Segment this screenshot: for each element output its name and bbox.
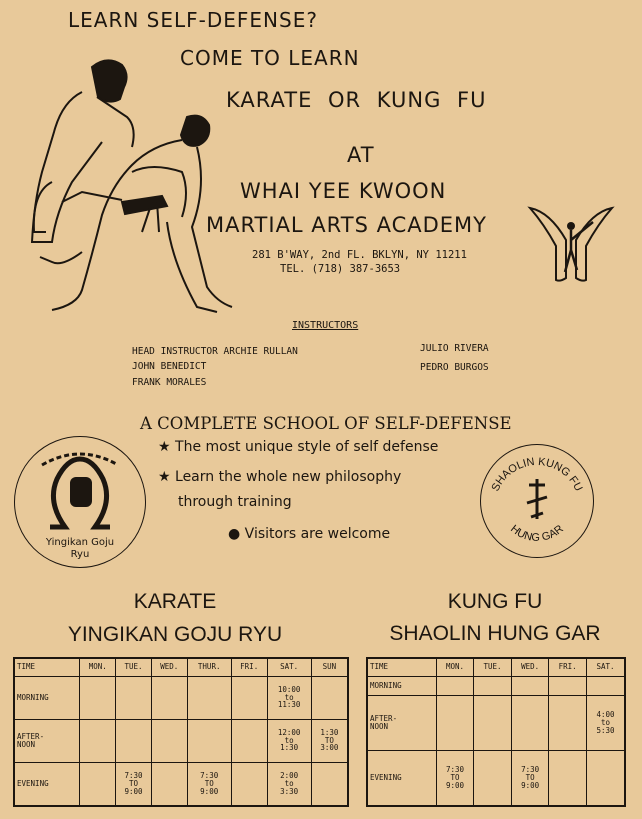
ring-top-text: SHAOLIN KUNG FU — [489, 455, 585, 494]
instructor-head: HEAD INSTRUCTOR ARCHIE RULLAN — [132, 346, 298, 357]
visitors-text: Visitors are welcome — [244, 526, 391, 542]
karate-cell — [187, 719, 231, 762]
karate-row-label: EVENING — [14, 762, 80, 806]
kungfu-header-mon: MON. — [436, 658, 474, 676]
karate-row-1 — [14, 719, 348, 762]
kungfu-cell — [474, 696, 512, 751]
karate-cell — [311, 676, 348, 719]
karate-cell: 12:00 to 1:30 — [267, 719, 311, 762]
karate-row-label: AFTER- NOON — [14, 719, 80, 762]
kungfu-header-time: TIME — [367, 658, 436, 676]
karate-cell — [151, 719, 187, 762]
kungfu-subtitle: SHAOLIN HUNG GAR — [389, 622, 601, 645]
karate-cell — [80, 719, 116, 762]
karate-header-row — [14, 658, 348, 676]
kungfu-cell: 4:00 to 5:30 — [586, 696, 625, 751]
headline-come-to-learn: COME TO LEARN — [180, 46, 360, 70]
headline-at: AT — [347, 143, 375, 167]
goju-caption-2: Ryu — [70, 549, 90, 560]
kungfu-cell — [511, 676, 549, 696]
karate-cell — [187, 676, 231, 719]
kungfu-cell: 7:30 TO 9:00 — [436, 750, 474, 806]
kungfu-row-0 — [367, 676, 625, 696]
karate-header-time: TIME — [14, 658, 80, 676]
kungfu-cell — [436, 696, 474, 751]
kungfu-title: KUNG FU — [447, 590, 543, 613]
kungfu-row-1 — [367, 696, 625, 751]
instructor-frank: FRANK MORALES — [132, 377, 207, 388]
kungfu-header-row — [367, 658, 625, 676]
karate-header-fri: FRI. — [231, 658, 267, 676]
karate-cell: 7:30 TO 9:00 — [187, 762, 231, 806]
kungfu-row-label: EVENING — [367, 750, 436, 806]
karate-cell — [151, 762, 187, 806]
karate-cell — [151, 676, 187, 719]
kungfu-header-wed: WED. — [511, 658, 549, 676]
kungfu-header-tue: TUE. — [474, 658, 512, 676]
kungfu-row-label: MORNING — [367, 676, 436, 696]
feature-2-cont: through training — [178, 494, 292, 510]
karate-row-0 — [14, 676, 348, 719]
kungfu-cell — [586, 676, 625, 696]
goju-ryu-logo — [14, 436, 146, 568]
school-name: WHAI YEE KWOON — [240, 179, 447, 203]
kungfu-cell — [549, 696, 587, 751]
karate-row-label: MORNING — [14, 676, 80, 719]
telephone: TEL. (718) 387-3653 — [280, 263, 401, 275]
karate-cell — [80, 676, 116, 719]
complete-school-heading: A COMPLETE SCHOOL OF SELF-DEFENSE — [140, 414, 512, 433]
karate-header-sun: SUN — [311, 658, 348, 676]
karate-subtitle: YINGIKAN GOJU RYU — [67, 623, 283, 646]
instructor-julio: JULIO RIVERA — [420, 343, 489, 354]
karate-header-thur: THUR. — [187, 658, 231, 676]
instructor-pedro: PEDRO BURGOS — [420, 362, 489, 373]
karate-header-mon: MON. — [80, 658, 116, 676]
feature-2-text: Learn the whole new philosophy — [175, 469, 402, 485]
kungfu-cell — [549, 676, 587, 696]
karate-title: KARATE — [133, 590, 217, 613]
feature-1 — [158, 439, 438, 455]
karate-cell — [311, 762, 348, 806]
shaolin-ring — [481, 445, 593, 557]
fist-omega-icon — [30, 447, 130, 532]
visitors-line — [228, 526, 390, 542]
kungfu-cell — [474, 676, 512, 696]
y-kick-logo — [526, 204, 616, 284]
feature-2 — [158, 469, 401, 485]
karate-cell — [80, 762, 116, 806]
karate-cell — [116, 719, 152, 762]
kungfu-cell: 7:30 TO 9:00 — [511, 750, 549, 806]
karate-row-2 — [14, 762, 348, 806]
goju-caption-1: Yingikan Goju — [45, 537, 115, 548]
karate-cell: 1:30 TO 3:00 — [311, 719, 348, 762]
kungfu-row-2 — [367, 750, 625, 806]
fighters-illustration — [22, 52, 254, 332]
star-icon: ★ — [158, 469, 171, 485]
calligraphy-icon — [527, 479, 547, 519]
headline-learn-self-defense: LEARN SELF-DEFENSE? — [68, 8, 318, 32]
karate-schedule-table — [13, 657, 349, 807]
ring-bottom-text: HUNG GAR — [508, 522, 566, 544]
shaolin-logo — [480, 444, 594, 558]
kungfu-cell — [549, 750, 587, 806]
karate-cell: 10:00 to 11:30 — [267, 676, 311, 719]
karate-cell — [116, 676, 152, 719]
karate-cell — [231, 719, 267, 762]
kungfu-schedule-table — [366, 657, 626, 807]
kungfu-cell — [586, 750, 625, 806]
feature-1-text: The most unique style of self defense — [175, 439, 439, 455]
kungfu-cell — [474, 750, 512, 806]
instructor-john: JOHN BENEDICT — [132, 361, 207, 372]
kungfu-header-fri: FRI. — [549, 658, 587, 676]
instructors-heading: INSTRUCTORS — [292, 320, 359, 331]
kungfu-header-sat: SAT. — [586, 658, 625, 676]
karate-cell: 2:00 to 3:30 — [267, 762, 311, 806]
headline-karate-or-kungfu: KARATE OR KUNG FU — [226, 88, 487, 112]
kungfu-row-label: AFTER- NOON — [367, 696, 436, 751]
karate-cell — [231, 676, 267, 719]
kungfu-cell — [436, 676, 474, 696]
karate-header-sat: SAT. — [267, 658, 311, 676]
academy-name: MARTIAL ARTS ACADEMY — [206, 213, 487, 237]
star-icon: ★ — [158, 439, 171, 455]
karate-header-wed: WED. — [151, 658, 187, 676]
karate-header-tue: TUE. — [116, 658, 152, 676]
karate-cell — [231, 762, 267, 806]
bullet-dot-icon: ● — [228, 526, 241, 542]
kungfu-cell — [511, 696, 549, 751]
karate-cell: 7:30 TO 9:00 — [116, 762, 152, 806]
address: 281 B'WAY, 2nd FL. BKLYN, NY 11211 — [252, 249, 467, 261]
